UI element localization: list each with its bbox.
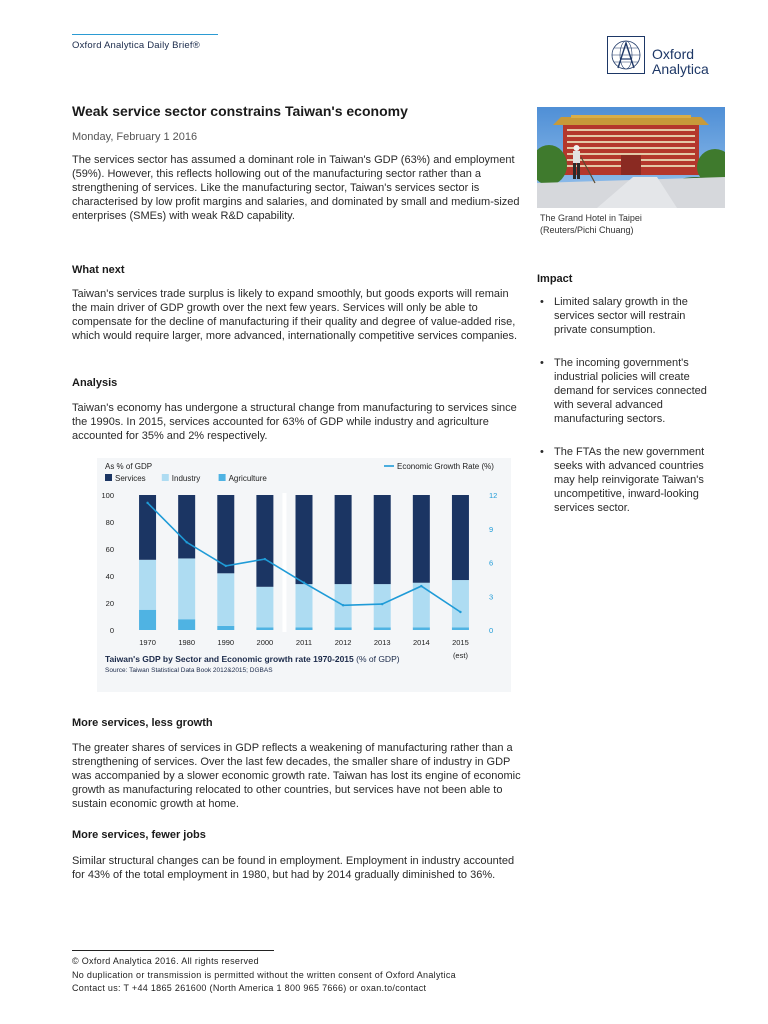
impact-item-text: The FTAs the new government seeks with advanced countries may help reinvigorate Taiwan's uncompetitive, inward-looking services sector. — [554, 446, 705, 514]
brief-title: Oxford Analytica Daily Brief® — [72, 40, 200, 51]
bar-agriculture-2015 — [452, 627, 469, 630]
legend-label-growth: Economic Growth Rate (%) — [397, 462, 494, 471]
bar-services-1980 — [178, 495, 195, 558]
growth-point-2014 — [420, 585, 422, 587]
article-title: Weak service sector constrains Taiwan's economy — [72, 103, 408, 119]
chart-title-suffix: (% of GDP) — [356, 654, 400, 664]
bar-agriculture-2012 — [335, 627, 352, 630]
x-tick-label: 1990 — [217, 638, 235, 647]
y-tick-label: 100 — [101, 491, 114, 500]
grand-hotel-photo — [537, 107, 725, 208]
x-tick-label: 2000 — [256, 638, 274, 647]
y-tick-label: 80 — [105, 518, 114, 527]
bar-services-2000 — [256, 495, 273, 587]
legend-label-services: Services — [115, 474, 146, 483]
fewer-jobs-heading: More services, fewer jobs — [72, 829, 206, 841]
x-tick-label: 1980 — [178, 638, 196, 647]
bar-agriculture-1980 — [178, 619, 195, 630]
bullet-icon: • — [540, 446, 544, 458]
bar-agriculture-2000 — [256, 627, 273, 630]
growth-point-1980 — [185, 541, 187, 543]
caption-credit: (Reuters/Pichi Chuang) — [540, 225, 634, 235]
x-tick-label: 2013 — [373, 638, 391, 647]
footer-contact: Contact us: T +44 1865 261600 (North America 1 800 965 7666) or oxan.to/contact — [72, 983, 427, 993]
bar-industry-2013 — [374, 584, 391, 627]
growth-point-2015 — [459, 611, 461, 613]
impact-item — [537, 295, 717, 337]
footer-rule — [72, 950, 274, 951]
impact-item-text: The incoming government's industrial policies will create demand for services connected with several advanced manufacturing sectors. — [554, 357, 707, 425]
fewer-jobs-paragraph: Similar structural changes can be found in employment. Employment in industry accounted for 43% of the total employment in 1980, but had by 2014 gradually diminished to 36%. — [72, 855, 515, 881]
growth-point-2013 — [381, 603, 383, 605]
bar-industry-1990 — [217, 573, 234, 626]
growth-point-2000 — [264, 558, 266, 560]
footer-copyright: © Oxford Analytica 2016. All rights reserved — [72, 956, 259, 966]
bullet-icon: • — [540, 296, 544, 308]
bar-services-2015 — [452, 495, 469, 580]
bar-agriculture-2014 — [413, 627, 430, 630]
less-growth-heading: More services, less growth — [72, 717, 213, 729]
x-tick-label: 1970 — [139, 638, 156, 647]
axis-break — [282, 493, 286, 632]
y2-tick-label: 12 — [489, 491, 498, 500]
header-rule — [72, 34, 218, 35]
chart-source: Source: Taiwan Statistical Data Book 2012&2015; DGBAS — [105, 667, 273, 674]
bar-agriculture-1970 — [139, 610, 156, 630]
bullet-icon: • — [540, 357, 544, 369]
logo-wordmark — [652, 47, 709, 77]
photo-caption — [540, 212, 725, 236]
y-tick-label: 60 — [105, 545, 114, 554]
growth-point-2011 — [303, 582, 305, 584]
bar-services-2011 — [296, 495, 313, 584]
x-tick-label: 2014 — [412, 638, 430, 647]
x-tick-note: (est) — [452, 651, 468, 660]
gdp-sector-chart — [97, 458, 511, 692]
impact-item — [537, 356, 717, 426]
bar-agriculture-1990 — [217, 626, 234, 630]
y-tick-label: 20 — [105, 599, 114, 608]
growth-point-1990 — [225, 565, 227, 567]
what-next-heading: What next — [72, 264, 125, 276]
impact-item-text: Limited salary growth in the services sector will restrain private consumption. — [554, 296, 688, 336]
legend-label-industry: Industry — [171, 474, 201, 483]
footer-notice: No duplication or transmission is permitted without the written consent of Oxford Analytica — [72, 970, 456, 980]
x-tick-label: 2015 — [452, 638, 469, 647]
y-tick-label: 40 — [105, 572, 114, 581]
growth-point-2012 — [342, 604, 344, 606]
bar-agriculture-2013 — [374, 627, 391, 630]
y-tick-label: 0 — [109, 626, 114, 635]
what-next-paragraph: Taiwan's services trade surplus is likely to expand smoothly, but goods exports will remain the main driver of GDP growth over the next few years. Services will only be able to compensate for the decline of manufacturing if their quality and degree of value-added rise, which would require larger, more advanced, internationally competitive services companies. — [72, 288, 518, 342]
legend-swatch-services — [105, 474, 112, 481]
bar-agriculture-2011 — [296, 627, 313, 630]
bar-industry-1980 — [178, 558, 195, 619]
logo-line1: Oxford — [652, 46, 695, 62]
bar-industry-2015 — [452, 580, 469, 627]
chart-title: Taiwan's GDP by Sector and Economic growth rate 1970-2015 (% of GDP) — [105, 654, 400, 664]
growth-point-1970 — [146, 502, 148, 504]
logo-line2: Analytica — [652, 61, 709, 77]
bar-services-2013 — [374, 495, 391, 584]
article-date: Monday, February 1 2016 — [72, 131, 198, 143]
legend-swatch-industry — [162, 474, 169, 481]
less-growth-paragraph: The greater shares of services in GDP reflects a weakening of manufacturing rather than a strengthening of services. Over the last few decades, the smaller share of industry in GDP was accompanied by a slower economic growth rate. Taiwan has lost its engine of economic growth as manufacturing relocated to other countries, but services have not been able to sustain economic growth at home. — [72, 742, 521, 810]
legend-label-agriculture: Agriculture — [228, 474, 267, 483]
y2-tick-label: 9 — [489, 524, 494, 534]
legend-swatch-agriculture — [219, 474, 226, 481]
x-tick-label: 2011 — [295, 638, 313, 647]
impact-heading: Impact — [537, 273, 573, 285]
intro-paragraph: The services sector has assumed a dominant role in Taiwan's GDP (63%) and employment (59%). However, this reflects hollowing out of the manufacturing sector rather than a strengthening of services. Like the manufacturing sector, Taiwan's services sector is characterised by low profit margins and salaries, and dominated by small and medium-sized enterprises (SMEs) with weak R&D capability. — [72, 154, 520, 222]
bar-services-2012 — [335, 495, 352, 584]
y2-tick-label: 0 — [489, 626, 494, 635]
analysis-paragraph: Taiwan's economy has undergone a structural change from manufacturing to services since the 1990s. In 2015, services accounted for 63% of GDP while industry and agriculture accounted for 35% and 2% respectively. — [72, 402, 517, 442]
bar-industry-2011 — [296, 584, 313, 627]
y2-tick-label: 3 — [489, 592, 494, 602]
oxford-analytica-logo-icon — [607, 36, 645, 74]
bar-industry-2000 — [256, 587, 273, 628]
bar-services-1970 — [139, 495, 156, 560]
analysis-heading: Analysis — [72, 377, 118, 389]
bar-industry-1970 — [139, 560, 156, 610]
impact-list — [537, 295, 717, 534]
x-tick-label: 2012 — [334, 638, 352, 647]
bar-services-2014 — [413, 495, 430, 583]
impact-item — [537, 445, 717, 515]
y2-tick-label: 6 — [489, 558, 494, 568]
caption-line1: The Grand Hotel in Taipei — [540, 213, 642, 223]
y-axis-label: As % of GDP — [105, 462, 153, 471]
